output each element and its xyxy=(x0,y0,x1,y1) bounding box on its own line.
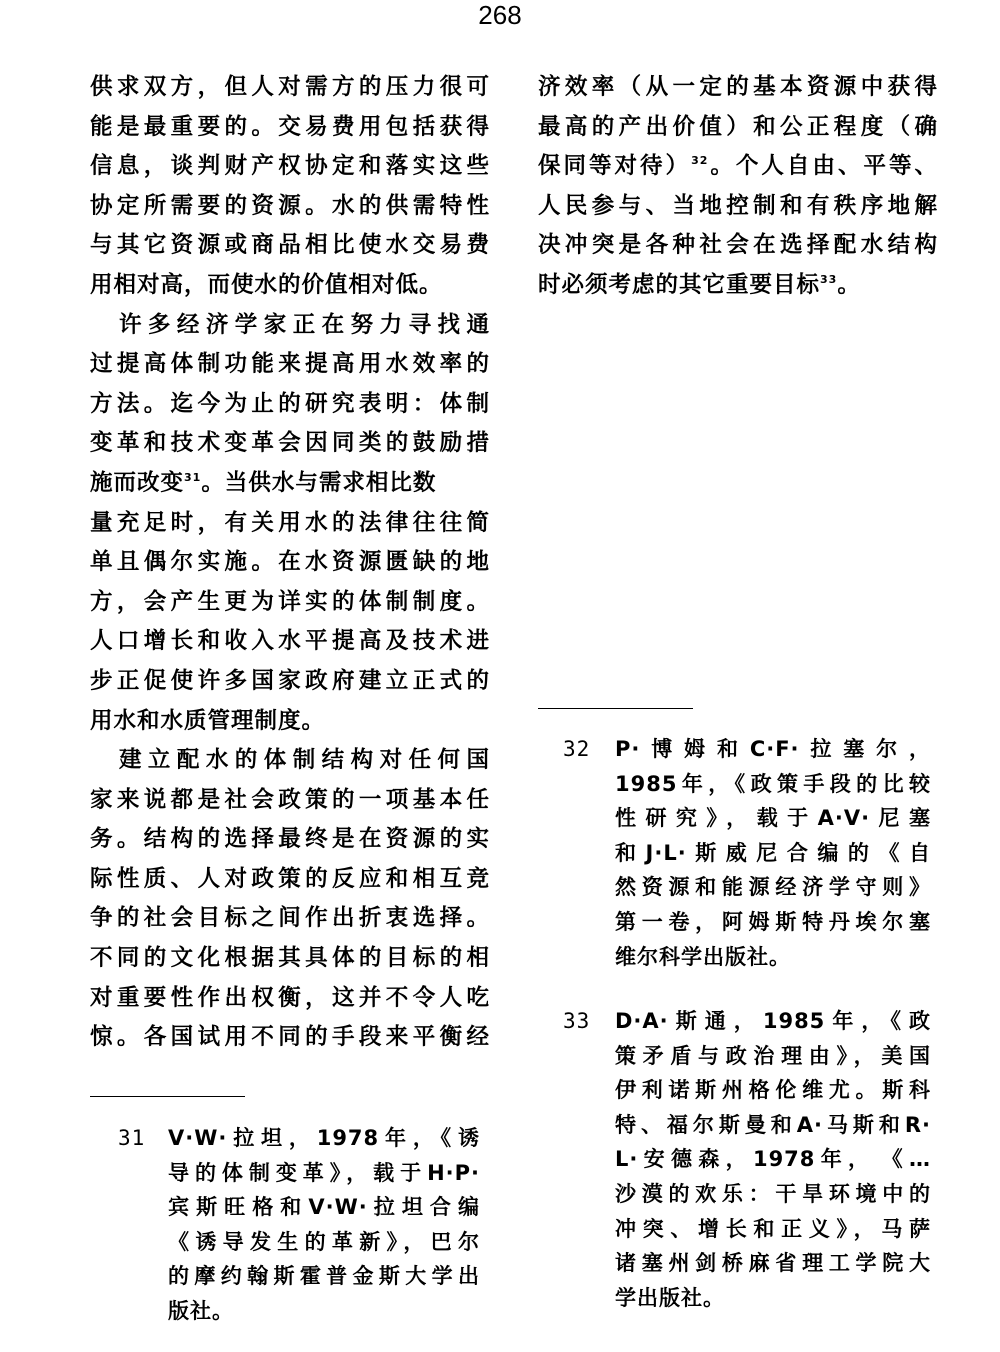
text-fragment: 。个人自由、平等、 xyxy=(708,153,938,180)
text-line: 济效率（从一定的基本资源中获得 xyxy=(538,74,938,100)
text-fragment: 时必须考虑的其它重要目标 xyxy=(538,271,821,298)
text-line: 信息，谈判财产权协定和落实这些 xyxy=(90,153,490,180)
footnote-ref-32: 32 xyxy=(691,154,709,168)
text-line: 家来说都是社会政策的一项基本任 xyxy=(90,786,490,813)
text-line: 人口增长和收入水平提高及技术进 xyxy=(90,628,490,655)
text-line: 特、福尔斯曼和A·马斯和R· xyxy=(615,1112,931,1137)
text-line: 冲突、增长和正义》，马萨 xyxy=(615,1216,931,1241)
text-line: 性研究》，载于A·V·尼塞 xyxy=(615,806,931,831)
paragraph-institutional-structure xyxy=(90,741,490,1058)
paragraph-efficiency-equity xyxy=(538,68,938,306)
text-line: 惊。各国试用不同的手段来平衡经 xyxy=(90,1024,490,1051)
text-line: 导的体制变革》，载于H·P· xyxy=(168,1160,480,1185)
text-line: 际性质、人对政策的反应和相互竞 xyxy=(90,865,490,892)
text-fragment: 施而改变 xyxy=(90,469,185,496)
text-fragment: 。当供水与需求相比数 xyxy=(201,469,437,496)
text-line: 方，会产生更为详实的体制制度。 xyxy=(90,588,490,615)
footnote-number: 33 xyxy=(563,1009,591,1033)
text-line: 版社。 xyxy=(168,1298,234,1323)
footnote-divider xyxy=(538,708,693,709)
text-line xyxy=(538,266,938,306)
text-line: 过提高体制功能来提高用水效率的 xyxy=(90,351,490,378)
text-line: 学出版社。 xyxy=(615,1285,725,1310)
text-line: 步正促使许多国家政府建立正式的 xyxy=(90,667,490,694)
text-line: 用水和水质管理制度。 xyxy=(90,707,326,734)
right-column xyxy=(538,68,938,306)
text-fragment: 保同等对待） xyxy=(538,153,692,180)
text-line: 维尔科学出版社。 xyxy=(615,944,791,969)
text-line: 1985年，《政策手段的比较 xyxy=(615,771,931,796)
footnote-body xyxy=(168,1121,480,1329)
text-line: 然资源和能源经济学守则》 xyxy=(615,875,931,900)
footnote-ref-33: 33 xyxy=(820,272,838,286)
footnote-body xyxy=(615,732,931,974)
text-line: 量充足时，有关用水的法律往往简 xyxy=(90,509,490,536)
footnote-32 xyxy=(563,732,931,974)
text-line: 变革和技术变革会因同类的鼓励措 xyxy=(90,430,490,457)
text-line: 策矛盾与政治理由》，美国 xyxy=(615,1043,931,1068)
text-line: 第一卷，阿姆斯特丹埃尔塞 xyxy=(615,909,931,934)
text-line: 方法。迄今为止的研究表明：体制 xyxy=(90,390,490,417)
text-line: P·博姆和C·F·拉塞尔， xyxy=(615,737,931,761)
left-column xyxy=(90,68,490,1058)
footnote-33 xyxy=(563,1004,931,1315)
text-line: 对重要性作出权衡，这并不令人吃 xyxy=(90,984,490,1011)
text-line: 《诱导发生的革新》，巴尔 xyxy=(168,1229,480,1254)
text-line: 协定所需要的资源。水的供需特性 xyxy=(90,192,490,219)
text-fragment: 。 xyxy=(837,271,861,298)
text-line: 宾斯旺格和V·W·拉坦合编 xyxy=(168,1195,480,1220)
footnote-body xyxy=(615,1004,931,1315)
text-line: 单且偶尔实施。在水资源匮缺的地 xyxy=(90,549,490,576)
text-line: 沙漠的欢乐：干旱环境中的 xyxy=(615,1181,931,1206)
text-line: 人民参与、当地控制和有秩序地解 xyxy=(538,192,938,219)
footnote-31 xyxy=(118,1121,480,1329)
footnote-ref-31: 31 xyxy=(184,470,202,484)
paragraph-transaction-costs xyxy=(90,68,490,306)
text-line: 建立配水的体制结构对任何国 xyxy=(90,747,490,774)
text-line: 能是最重要的。交易费用包括获得 xyxy=(90,113,490,140)
text-line: 诸塞州剑桥麻省理工学院大 xyxy=(615,1251,931,1276)
text-line: 用相对高，而使水的价值相对低。 xyxy=(90,271,443,298)
text-line: 许多经济学家正在努力寻找通 xyxy=(90,311,490,338)
text-line: 决冲突是各种社会在选择配水结构 xyxy=(538,232,938,259)
page-number: 268 xyxy=(478,0,522,30)
text-line: 和J·L·斯威尼合编的《自 xyxy=(615,840,931,865)
text-line xyxy=(538,147,938,187)
text-line: 不同的文化根据其具体的目标的相 xyxy=(90,945,490,972)
footnote-number: 31 xyxy=(118,1126,146,1150)
text-line: D·A·斯通，1985年，《政 xyxy=(615,1009,931,1033)
footnote-divider xyxy=(90,1096,245,1097)
text-line: 最高的产出价值）和公正程度（确 xyxy=(538,113,938,140)
text-line: L·安德森，1978年， 《… xyxy=(615,1147,931,1172)
text-line: 供求双方，但人对需方的压力很可 xyxy=(90,74,490,100)
text-line xyxy=(90,464,490,504)
text-line: 与其它资源或商品相比使水交易费 xyxy=(90,232,490,259)
text-line: 伊利诺斯州格伦维尤。斯科 xyxy=(615,1078,931,1103)
footnote-number: 32 xyxy=(563,737,591,761)
text-line: V·W·拉坦，1978年，《诱 xyxy=(168,1126,480,1150)
text-line: 争的社会目标之间作出折衷选择。 xyxy=(90,905,490,932)
paragraph-economists xyxy=(90,306,490,742)
text-line: 务。结构的选择最终是在资源的实 xyxy=(90,826,490,853)
text-line: 的摩约翰斯霍普金斯大学出 xyxy=(168,1264,480,1289)
